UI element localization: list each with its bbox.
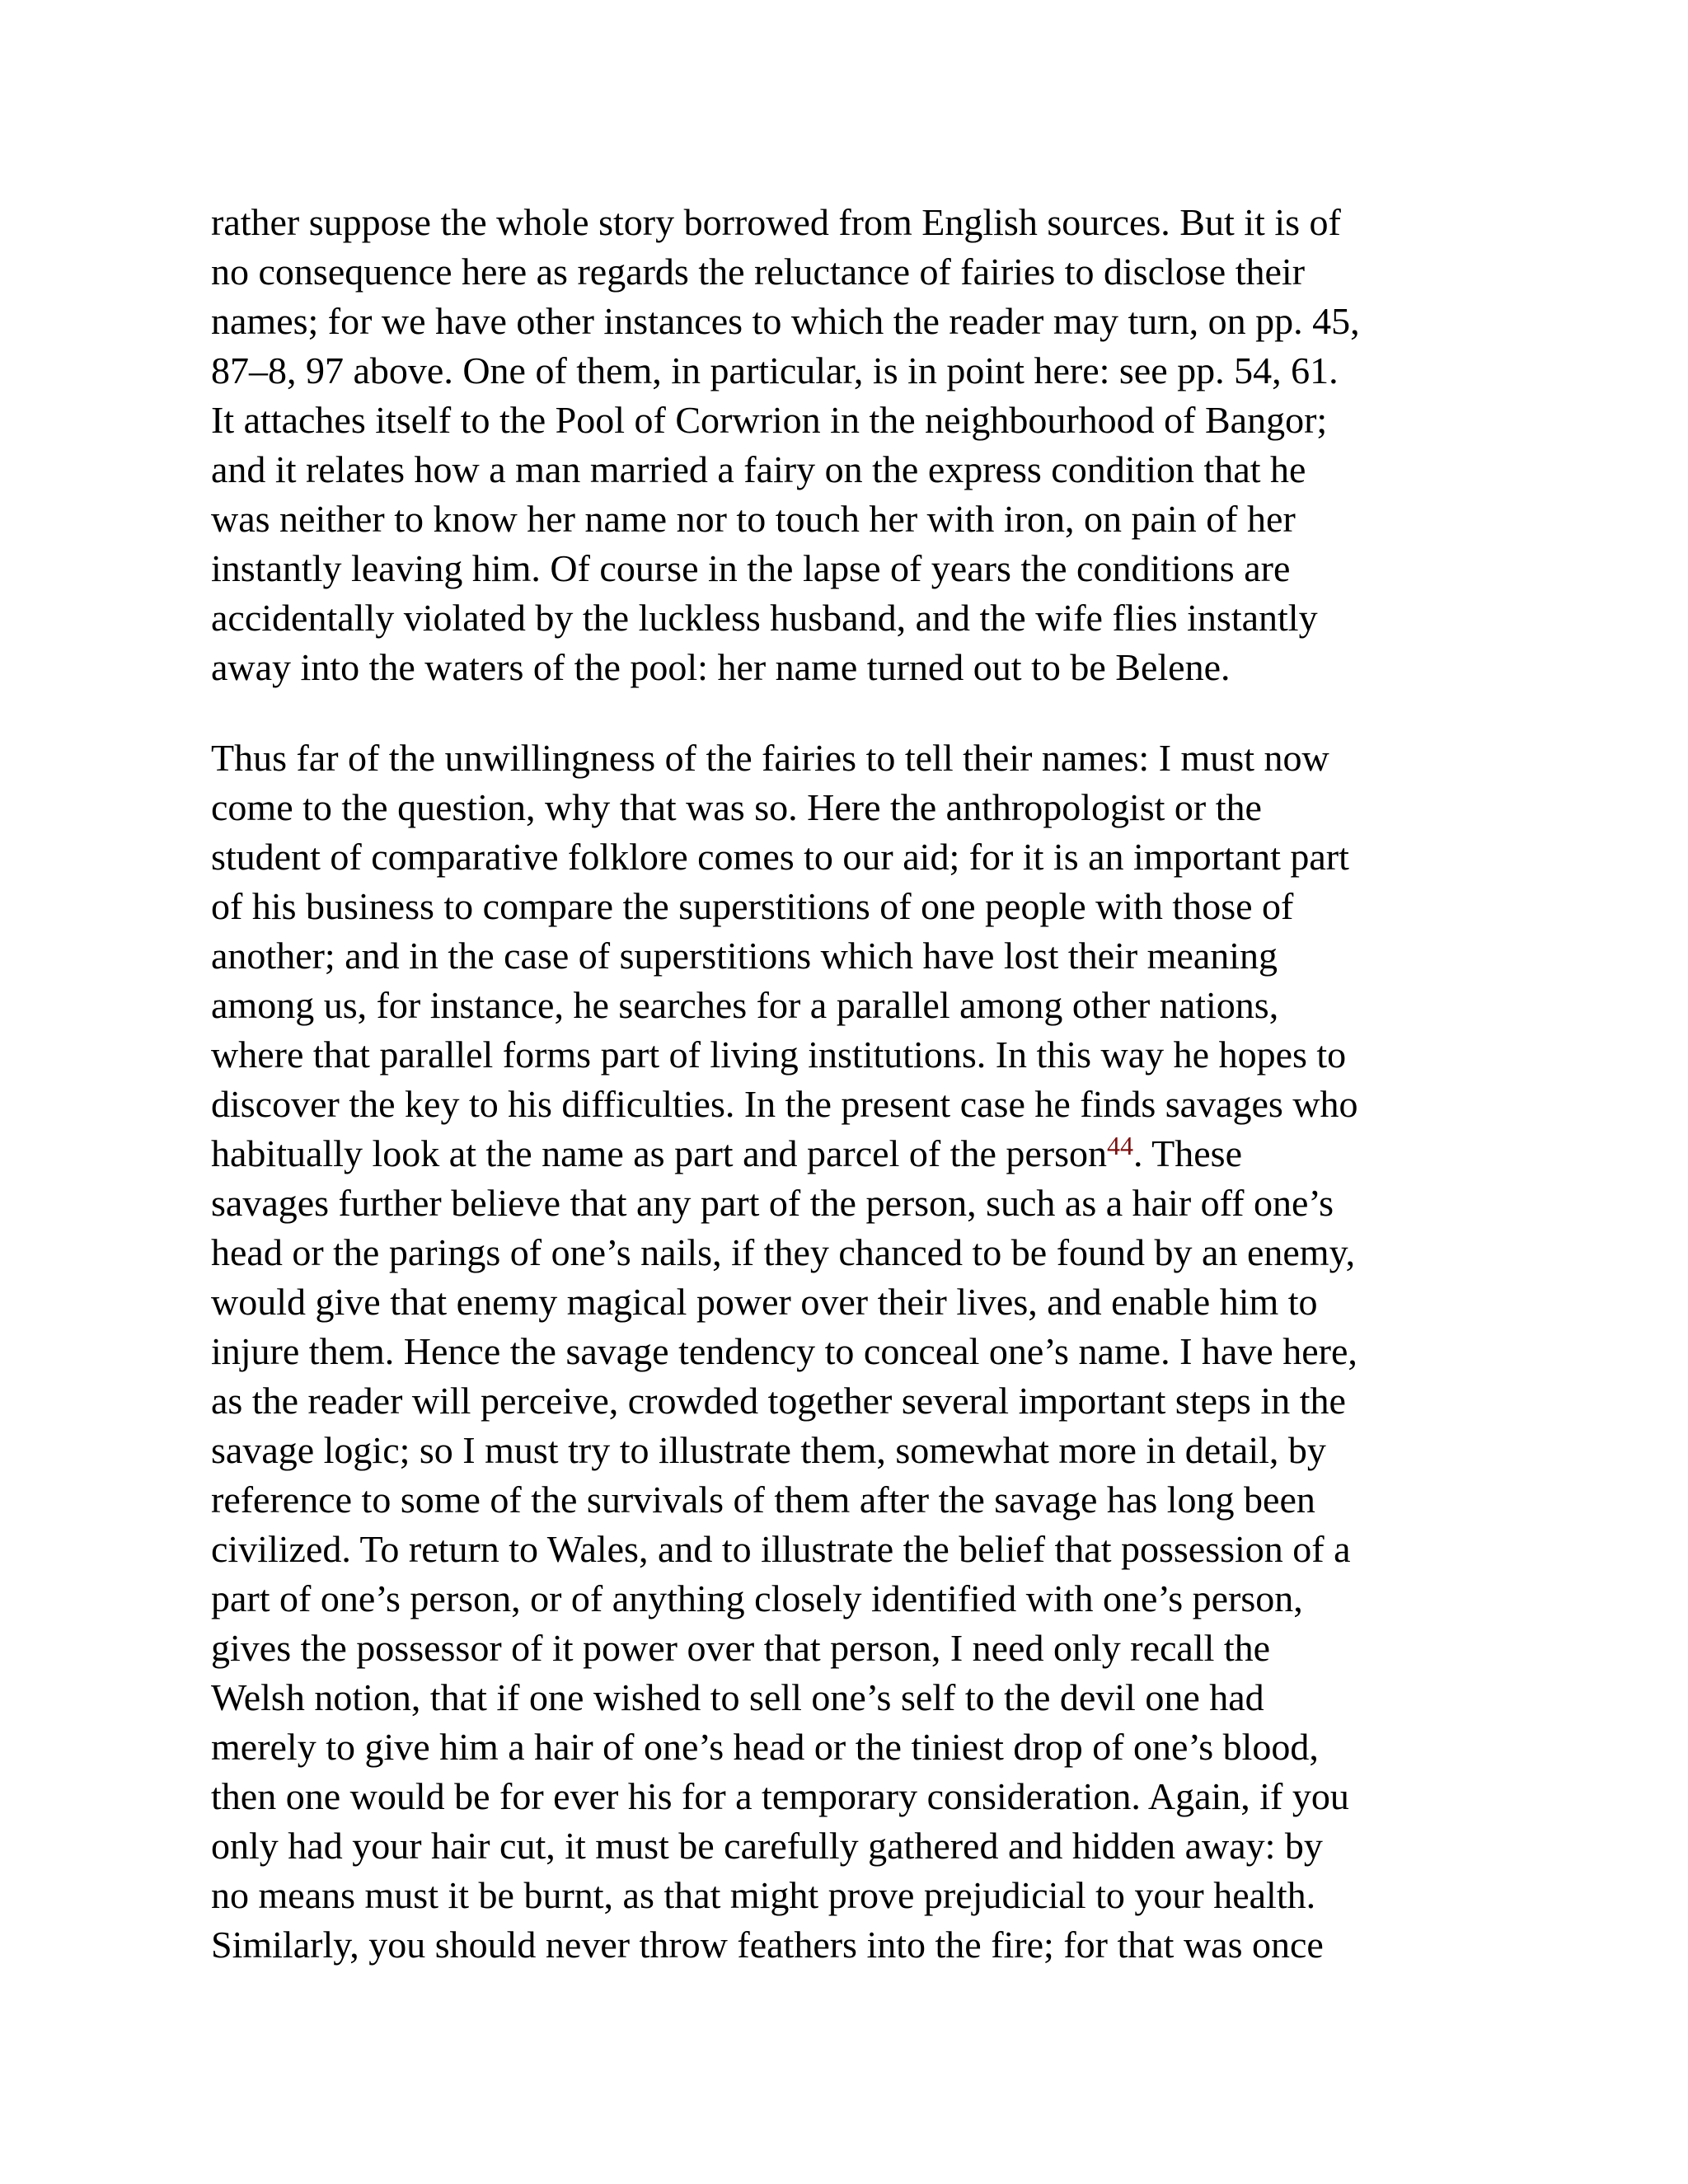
text-line: Welsh notion, that if one wished to sell one’s self to the devil one had [211, 1676, 1264, 1718]
text-line: would give that enemy magical power over their lives, and enable him to [211, 1281, 1318, 1323]
text-line: no consequence here as regards the reluctance of fairies to disclose their [211, 251, 1306, 293]
text-line: rather suppose the whole story borrowed from English sources. But it is of [211, 201, 1341, 243]
text-line: as the reader will perceive, crowded together several important steps in the [211, 1380, 1346, 1422]
text-line: was neither to know her name nor to touch her with iron, on pain of her [211, 498, 1296, 540]
footnote-link[interactable]: 44 [1107, 1131, 1133, 1160]
text-line: reference to some of the survivals of them after the savage has long been [211, 1479, 1315, 1521]
text-line: injure them. Hence the savage tendency to conceal one’s name. I have here, [211, 1330, 1357, 1372]
text-line: among us, for instance, he searches for a parallel among other nations, [211, 984, 1279, 1026]
text-segment: . These [1133, 1132, 1243, 1174]
text-line: accidentally violated by the luckless husband, and the wife flies instantly [211, 597, 1318, 639]
text-line: only had your hair cut, it must be carefully gathered and hidden away: by [211, 1825, 1323, 1867]
text-line: gives the possessor of it power over that person, I need only recall the [211, 1627, 1271, 1669]
text-line: of his business to compare the superstitions of one people with those of [211, 885, 1294, 927]
text-line: It attaches itself to the Pool of Corwrion in the neighbourhood of Bangor; [211, 399, 1328, 441]
text-line: part of one’s person, or of anything closely identified with one’s person, [211, 1577, 1303, 1619]
text-line: head or the parings of one’s nails, if they chanced to be found by an enemy, [211, 1231, 1356, 1273]
text-line: where that parallel forms part of living institutions. In this way he hopes to [211, 1033, 1347, 1076]
text-segment: habitually look at the name as part and parcel of the person [211, 1132, 1107, 1174]
text-line: merely to give him a hair of one’s head or the tiniest drop of one’s blood, [211, 1726, 1319, 1768]
text-line: Thus far of the unwillingness of the fairies to tell their names: I must now [211, 737, 1329, 779]
text-line: 87–8, 97 above. One of them, in particular, is in point here: see pp. 54, 61. [211, 349, 1339, 391]
text-line: another; and in the case of superstitions which have lost their meaning [211, 935, 1278, 977]
text-line: instantly leaving him. Of course in the lapse of years the conditions are [211, 547, 1291, 589]
text-line: civilized. To return to Wales, and to illustrate the belief that possession of a [211, 1528, 1351, 1570]
text-line: come to the question, why that was so. Here the anthropologist or the [211, 786, 1262, 828]
paragraph-1 [211, 198, 1480, 692]
text-line: student of comparative folklore comes to our aid; for it is an important part [211, 836, 1349, 878]
page-body [211, 198, 1480, 1970]
text-line: no means must it be burnt, as that might prove prejudicial to your health. [211, 1874, 1316, 1916]
text-line: savage logic; so I must try to illustrate them, somewhat more in detail, by [211, 1429, 1326, 1471]
text-line: savages further believe that any part of the person, such as a hair off one’s [211, 1182, 1334, 1224]
paragraph-spacer [211, 692, 1480, 733]
text-line-with-footnote [211, 1129, 1480, 1179]
text-line: away into the waters of the pool: her name turned out to be Belene. [211, 646, 1231, 688]
text-line: and it relates how a man married a fairy on the express condition that he [211, 448, 1306, 490]
paragraph-2 [211, 733, 1480, 1970]
text-line: then one would be for ever his for a temporary consideration. Again, if you [211, 1775, 1349, 1817]
text-line: names; for we have other instances to which the reader may turn, on pp. 45, [211, 300, 1360, 342]
text-line: discover the key to his difficulties. In the present case he finds savages who [211, 1083, 1358, 1125]
text-line: Similarly, you should never throw feathers into the fire; for that was once [211, 1924, 1324, 1966]
